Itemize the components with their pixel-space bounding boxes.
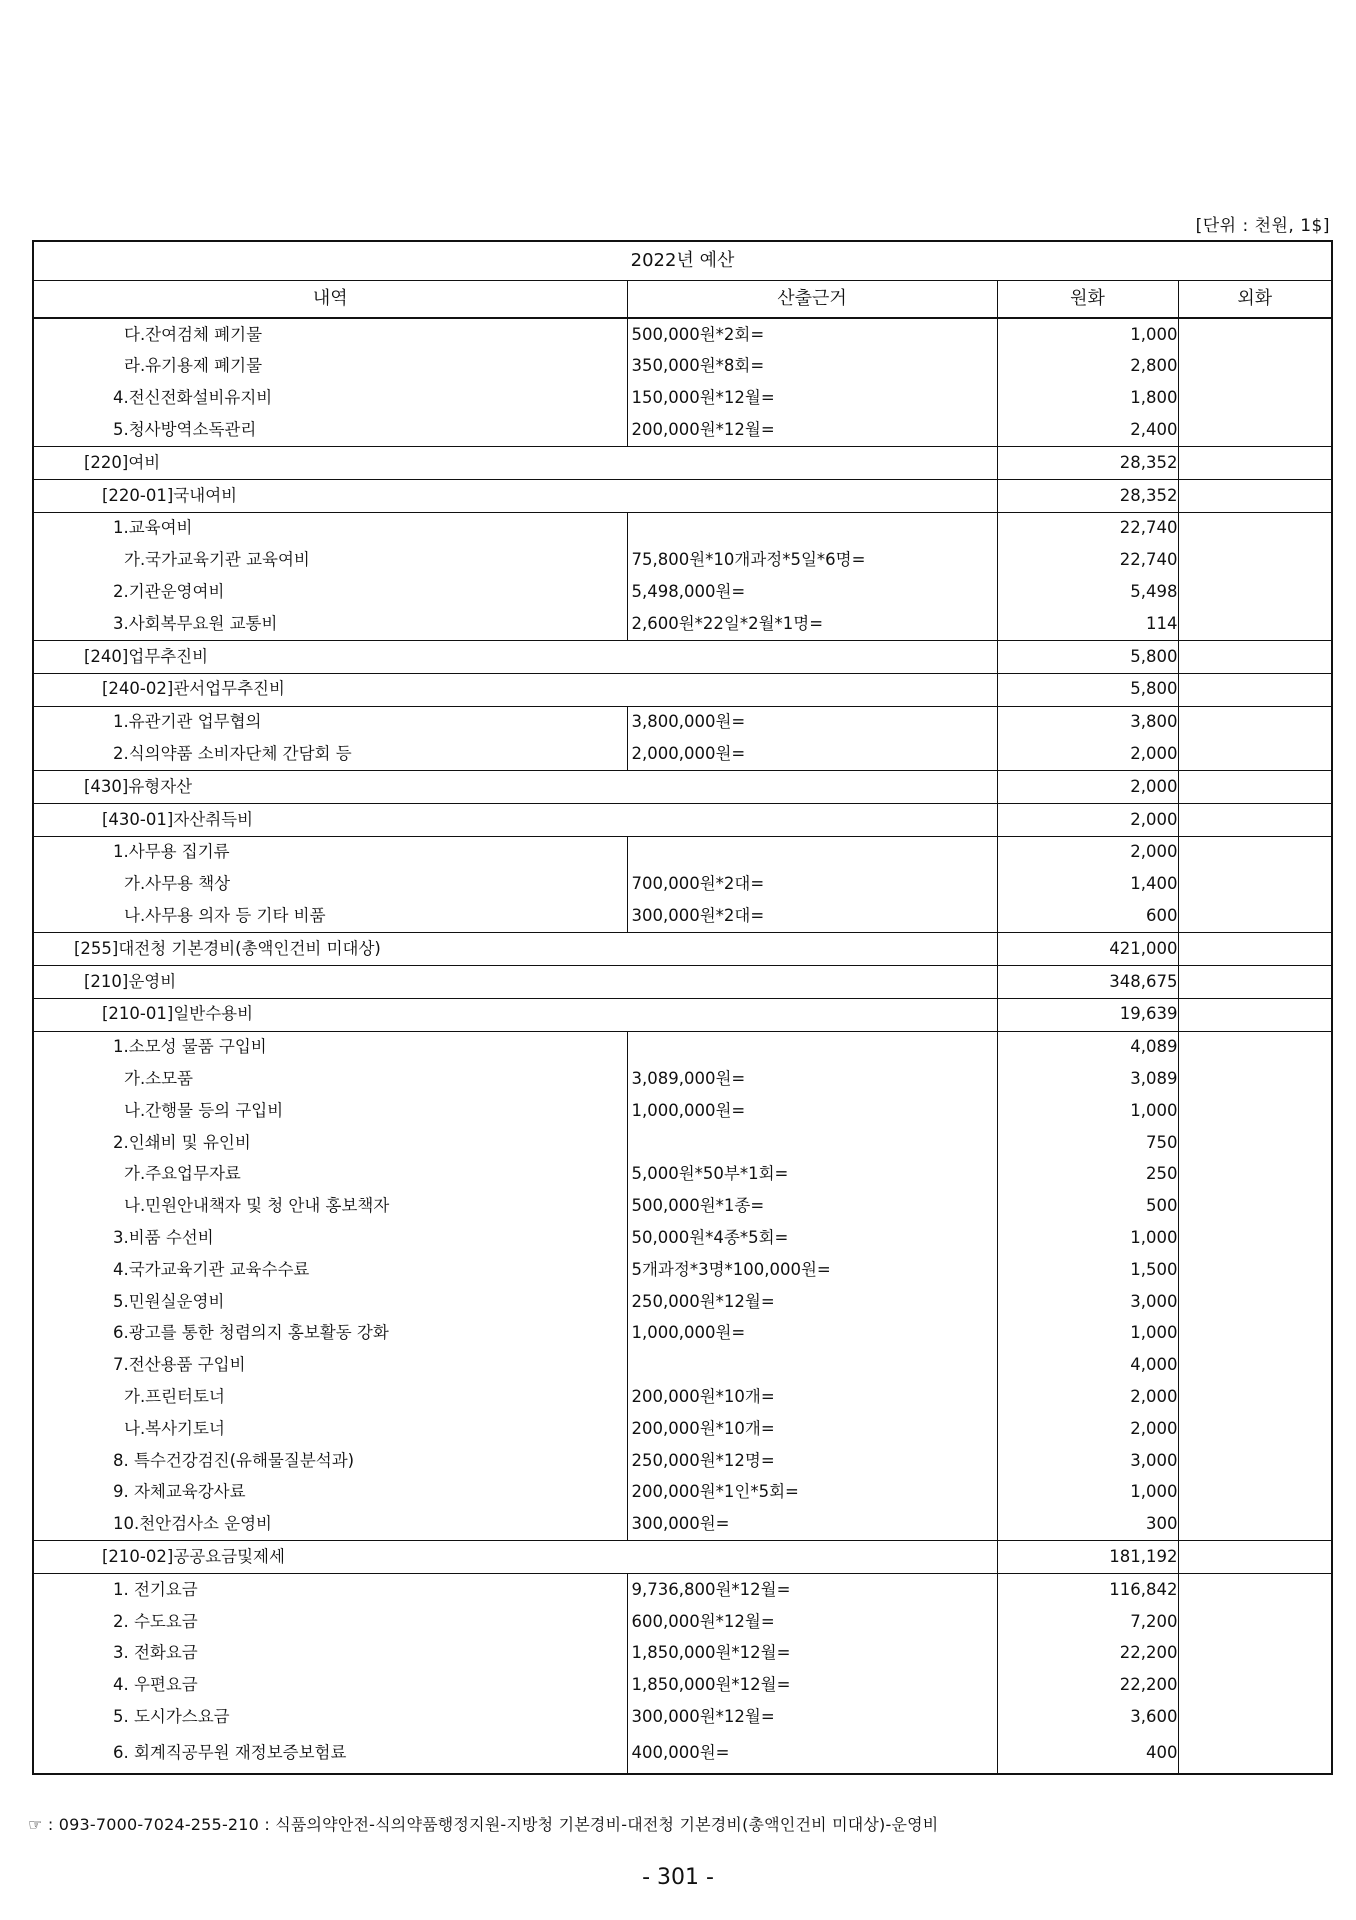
row-amount-foreign bbox=[1178, 1606, 1332, 1638]
table-row bbox=[33, 479, 1332, 512]
table-title: 2022년 예산 bbox=[33, 241, 1332, 281]
row-label: 3.사회복무요원 교통비 bbox=[33, 608, 627, 640]
table-row bbox=[33, 1508, 1332, 1540]
row-label: 1.교육여비 bbox=[33, 512, 627, 544]
row-label: [210]운영비 bbox=[33, 965, 997, 998]
table-row bbox=[33, 1701, 1332, 1733]
row-amount-krw: 22,200 bbox=[997, 1638, 1178, 1670]
row-label: 7.전산용품 구입비 bbox=[33, 1350, 627, 1382]
row-amount-krw: 22,740 bbox=[997, 545, 1178, 577]
header-description: 내역 bbox=[33, 281, 627, 319]
row-amount-krw: 600 bbox=[997, 900, 1178, 932]
row-amount-foreign bbox=[1178, 1541, 1332, 1574]
table-row bbox=[33, 1159, 1332, 1191]
row-label: 3. 전화요금 bbox=[33, 1638, 627, 1670]
header-basis: 산출근거 bbox=[627, 281, 997, 319]
row-amount-krw: 19,639 bbox=[997, 998, 1178, 1031]
row-basis: 75,800원*10개과정*5일*6명= bbox=[627, 545, 997, 577]
row-label: [210-02]공공요금및제세 bbox=[33, 1541, 997, 1574]
row-label: [210-01]일반수용비 bbox=[33, 998, 997, 1031]
table-row bbox=[33, 1445, 1332, 1477]
row-amount-foreign bbox=[1178, 1413, 1332, 1445]
table-row bbox=[33, 1286, 1332, 1318]
page-number: - 301 - bbox=[642, 1865, 714, 1890]
row-label: 2.기관운영여비 bbox=[33, 576, 627, 608]
row-label: 4.국가교육기관 교육수수료 bbox=[33, 1254, 627, 1286]
row-amount-krw: 2,000 bbox=[997, 738, 1178, 770]
row-basis: 250,000원*12명= bbox=[627, 1445, 997, 1477]
row-label: 5.청사방역소독관리 bbox=[33, 414, 627, 446]
row-label: 9. 자체교육강사료 bbox=[33, 1477, 627, 1509]
row-amount-krw: 1,800 bbox=[997, 383, 1178, 415]
row-basis: 50,000원*4종*5회= bbox=[627, 1222, 997, 1254]
row-label: 1.유관기관 업무협의 bbox=[33, 706, 627, 738]
row-label: 나.복사기토너 bbox=[33, 1413, 627, 1445]
row-amount-foreign bbox=[1178, 1063, 1332, 1095]
row-amount-foreign bbox=[1178, 706, 1332, 738]
table-row bbox=[33, 447, 1332, 480]
row-label: 가.사무용 책상 bbox=[33, 869, 627, 901]
row-amount-foreign bbox=[1178, 1286, 1332, 1318]
budget-table bbox=[32, 240, 1333, 1775]
row-basis bbox=[627, 1350, 997, 1382]
row-amount-krw: 3,600 bbox=[997, 1701, 1178, 1733]
row-amount-krw: 28,352 bbox=[997, 479, 1178, 512]
row-label: [255]대전청 기본경비(총액인건비 미대상) bbox=[33, 933, 997, 966]
row-basis: 200,000원*10개= bbox=[627, 1381, 997, 1413]
row-amount-foreign bbox=[1178, 351, 1332, 383]
row-amount-foreign bbox=[1178, 1381, 1332, 1413]
row-amount-krw: 1,400 bbox=[997, 869, 1178, 901]
table-row bbox=[33, 512, 1332, 544]
table-row bbox=[33, 1606, 1332, 1638]
table-row bbox=[33, 1095, 1332, 1127]
row-amount-foreign bbox=[1178, 1254, 1332, 1286]
row-basis: 3,089,000원= bbox=[627, 1063, 997, 1095]
row-basis: 1,000,000원= bbox=[627, 1095, 997, 1127]
row-amount-krw: 1,000 bbox=[997, 1222, 1178, 1254]
row-amount-foreign bbox=[1178, 869, 1332, 901]
row-amount-krw: 2,000 bbox=[997, 1413, 1178, 1445]
row-amount-krw: 116,842 bbox=[997, 1574, 1178, 1606]
table-row bbox=[33, 673, 1332, 706]
row-amount-foreign bbox=[1178, 1222, 1332, 1254]
row-amount-krw: 4,089 bbox=[997, 1031, 1178, 1063]
row-label: 다.잔여검체 폐기물 bbox=[33, 318, 627, 351]
table-row bbox=[33, 1063, 1332, 1095]
table-row bbox=[33, 1638, 1332, 1670]
row-amount-krw: 348,675 bbox=[997, 965, 1178, 998]
row-amount-foreign bbox=[1178, 608, 1332, 640]
row-amount-krw: 22,200 bbox=[997, 1669, 1178, 1701]
row-amount-krw: 421,000 bbox=[997, 933, 1178, 966]
row-basis: 300,000원= bbox=[627, 1508, 997, 1540]
table-row bbox=[33, 803, 1332, 836]
row-basis: 2,600원*22일*2월*1명= bbox=[627, 608, 997, 640]
row-label: 나.민원안내책자 및 청 안내 홍보책자 bbox=[33, 1191, 627, 1223]
row-basis: 2,000,000원= bbox=[627, 738, 997, 770]
row-basis: 300,000원*2대= bbox=[627, 900, 997, 932]
row-amount-krw: 2,400 bbox=[997, 414, 1178, 446]
table-row bbox=[33, 1381, 1332, 1413]
row-basis: 5,498,000원= bbox=[627, 576, 997, 608]
row-amount-krw: 5,800 bbox=[997, 640, 1178, 673]
row-amount-foreign bbox=[1178, 771, 1332, 804]
row-amount-krw: 3,800 bbox=[997, 706, 1178, 738]
row-amount-krw: 2,000 bbox=[997, 836, 1178, 868]
table-row bbox=[33, 1318, 1332, 1350]
table-row bbox=[33, 1254, 1332, 1286]
row-label: [430]유형자산 bbox=[33, 771, 997, 804]
row-label: [240]업무추진비 bbox=[33, 640, 997, 673]
row-amount-foreign bbox=[1178, 640, 1332, 673]
row-basis: 3,800,000원= bbox=[627, 706, 997, 738]
table-row bbox=[33, 900, 1332, 932]
row-label: 라.유기용제 폐기물 bbox=[33, 351, 627, 383]
row-label: 4. 우편요금 bbox=[33, 1669, 627, 1701]
row-amount-krw: 1,000 bbox=[997, 318, 1178, 351]
table-row bbox=[33, 414, 1332, 446]
row-amount-foreign bbox=[1178, 512, 1332, 544]
row-amount-foreign bbox=[1178, 803, 1332, 836]
row-basis: 5,000원*50부*1회= bbox=[627, 1159, 997, 1191]
row-amount-krw: 3,000 bbox=[997, 1286, 1178, 1318]
row-label: 4.전신전화설비유지비 bbox=[33, 383, 627, 415]
row-basis: 700,000원*2대= bbox=[627, 869, 997, 901]
row-amount-foreign bbox=[1178, 447, 1332, 480]
budget-code-footnote: ☞ : 093-7000-7024-255-210 : 식품의약안전-식의약품행정지원-지방청 기본경비-대전청 기본경비(총액인건비 미대상)-운영비 bbox=[28, 1815, 939, 1834]
row-label: 3.비품 수선비 bbox=[33, 1222, 627, 1254]
row-amount-krw: 250 bbox=[997, 1159, 1178, 1191]
row-amount-foreign bbox=[1178, 673, 1332, 706]
row-amount-foreign bbox=[1178, 1318, 1332, 1350]
row-label: 5. 도시가스요금 bbox=[33, 1701, 627, 1733]
table-row bbox=[33, 640, 1332, 673]
row-amount-krw: 114 bbox=[997, 608, 1178, 640]
table-row bbox=[33, 608, 1332, 640]
row-amount-foreign bbox=[1178, 414, 1332, 446]
unit-label: [단위 : 천원, 1$] bbox=[1195, 216, 1330, 236]
table-header-row bbox=[33, 281, 1332, 319]
row-label: 가.프린터토너 bbox=[33, 1381, 627, 1413]
row-amount-foreign bbox=[1178, 1508, 1332, 1540]
row-amount-krw: 5,800 bbox=[997, 673, 1178, 706]
row-amount-krw: 750 bbox=[997, 1127, 1178, 1159]
row-amount-foreign bbox=[1178, 1095, 1332, 1127]
row-label: [220-01]국내여비 bbox=[33, 479, 997, 512]
row-amount-foreign bbox=[1178, 383, 1332, 415]
table-body bbox=[33, 318, 1332, 1774]
table-row bbox=[33, 836, 1332, 868]
row-label: [430-01]자산취득비 bbox=[33, 803, 997, 836]
row-label: 나.간행물 등의 구입비 bbox=[33, 1095, 627, 1127]
row-amount-foreign bbox=[1178, 1445, 1332, 1477]
row-basis: 200,000원*12월= bbox=[627, 414, 997, 446]
row-amount-foreign bbox=[1178, 1031, 1332, 1063]
row-basis: 200,000원*10개= bbox=[627, 1413, 997, 1445]
table-row bbox=[33, 351, 1332, 383]
table-row bbox=[33, 545, 1332, 577]
row-amount-foreign bbox=[1178, 998, 1332, 1031]
row-basis: 600,000원*12월= bbox=[627, 1606, 997, 1638]
table-row bbox=[33, 1350, 1332, 1382]
row-label: 1.소모성 물품 구입비 bbox=[33, 1031, 627, 1063]
row-basis: 1,850,000원*12월= bbox=[627, 1669, 997, 1701]
table-row bbox=[33, 1669, 1332, 1701]
row-amount-foreign bbox=[1178, 738, 1332, 770]
row-label: 1. 전기요금 bbox=[33, 1574, 627, 1606]
table-row bbox=[33, 576, 1332, 608]
row-amount-krw: 400 bbox=[997, 1733, 1178, 1774]
row-amount-foreign bbox=[1178, 576, 1332, 608]
row-amount-krw: 22,740 bbox=[997, 512, 1178, 544]
row-label: 2.인쇄비 및 유인비 bbox=[33, 1127, 627, 1159]
row-amount-krw: 7,200 bbox=[997, 1606, 1178, 1638]
table-row bbox=[33, 318, 1332, 351]
table-row bbox=[33, 1222, 1332, 1254]
row-amount-krw: 300 bbox=[997, 1508, 1178, 1540]
row-amount-krw: 1,000 bbox=[997, 1477, 1178, 1509]
table-row bbox=[33, 383, 1332, 415]
row-amount-foreign bbox=[1178, 1638, 1332, 1670]
row-amount-foreign bbox=[1178, 1350, 1332, 1382]
row-amount-krw: 5,498 bbox=[997, 576, 1178, 608]
table-row bbox=[33, 1574, 1332, 1606]
header-krw: 원화 bbox=[997, 281, 1178, 319]
row-basis: 1,850,000원*12월= bbox=[627, 1638, 997, 1670]
row-amount-krw: 500 bbox=[997, 1191, 1178, 1223]
row-label: 10.천안검사소 운영비 bbox=[33, 1508, 627, 1540]
row-label: 나.사무용 의자 등 기타 비품 bbox=[33, 900, 627, 932]
row-basis bbox=[627, 836, 997, 868]
row-amount-foreign bbox=[1178, 1669, 1332, 1701]
row-amount-krw: 181,192 bbox=[997, 1541, 1178, 1574]
table-row bbox=[33, 1127, 1332, 1159]
table-row bbox=[33, 1031, 1332, 1063]
row-label: 가.국가교육기관 교육여비 bbox=[33, 545, 627, 577]
row-amount-foreign bbox=[1178, 1191, 1332, 1223]
row-basis: 400,000원= bbox=[627, 1733, 997, 1774]
row-amount-foreign bbox=[1178, 1701, 1332, 1733]
row-basis: 250,000원*12월= bbox=[627, 1286, 997, 1318]
row-amount-foreign bbox=[1178, 1127, 1332, 1159]
table-row bbox=[33, 998, 1332, 1031]
table-row bbox=[33, 1413, 1332, 1445]
row-amount-foreign bbox=[1178, 545, 1332, 577]
table-row bbox=[33, 933, 1332, 966]
row-label: 가.소모품 bbox=[33, 1063, 627, 1095]
row-label: 6.광고를 통한 청렴의지 홍보활동 강화 bbox=[33, 1318, 627, 1350]
row-label: 6. 회계직공무원 재정보증보험료 bbox=[33, 1733, 627, 1774]
table-row bbox=[33, 771, 1332, 804]
row-amount-foreign bbox=[1178, 836, 1332, 868]
row-label: [220]여비 bbox=[33, 447, 997, 480]
row-amount-foreign bbox=[1178, 1477, 1332, 1509]
row-amount-foreign bbox=[1178, 1733, 1332, 1774]
row-basis bbox=[627, 1127, 997, 1159]
table-row bbox=[33, 1191, 1332, 1223]
table-row bbox=[33, 869, 1332, 901]
row-basis: 300,000원*12월= bbox=[627, 1701, 997, 1733]
row-label: [240-02]관서업무추진비 bbox=[33, 673, 997, 706]
table-row bbox=[33, 965, 1332, 998]
row-label: 8. 특수건강검진(유해물질분석과) bbox=[33, 1445, 627, 1477]
table-row bbox=[33, 1477, 1332, 1509]
table-row bbox=[33, 706, 1332, 738]
row-basis bbox=[627, 1031, 997, 1063]
table-row bbox=[33, 1733, 1332, 1774]
row-basis: 5개과정*3명*100,000원= bbox=[627, 1254, 997, 1286]
row-label: 2.식의약품 소비자단체 간담회 등 bbox=[33, 738, 627, 770]
row-amount-foreign bbox=[1178, 900, 1332, 932]
row-amount-foreign bbox=[1178, 965, 1332, 998]
row-basis: 150,000원*12월= bbox=[627, 383, 997, 415]
row-label: 가.주요업무자료 bbox=[33, 1159, 627, 1191]
row-amount-krw: 2,000 bbox=[997, 771, 1178, 804]
row-label: 1.사무용 집기류 bbox=[33, 836, 627, 868]
row-amount-krw: 2,800 bbox=[997, 351, 1178, 383]
row-basis: 350,000원*8회= bbox=[627, 351, 997, 383]
header-foreign: 외화 bbox=[1178, 281, 1332, 319]
row-amount-krw: 2,000 bbox=[997, 803, 1178, 836]
row-basis bbox=[627, 512, 997, 544]
row-label: 2. 수도요금 bbox=[33, 1606, 627, 1638]
row-basis: 500,000원*1종= bbox=[627, 1191, 997, 1223]
row-amount-foreign bbox=[1178, 933, 1332, 966]
row-basis: 500,000원*2회= bbox=[627, 318, 997, 351]
row-amount-foreign bbox=[1178, 1159, 1332, 1191]
row-amount-foreign bbox=[1178, 479, 1332, 512]
row-basis: 200,000원*1인*5회= bbox=[627, 1477, 997, 1509]
row-amount-krw: 3,000 bbox=[997, 1445, 1178, 1477]
row-basis: 1,000,000원= bbox=[627, 1318, 997, 1350]
row-label: 5.민원실운영비 bbox=[33, 1286, 627, 1318]
row-amount-krw: 4,000 bbox=[997, 1350, 1178, 1382]
row-amount-krw: 1,000 bbox=[997, 1095, 1178, 1127]
row-amount-krw: 2,000 bbox=[997, 1381, 1178, 1413]
table-row bbox=[33, 1541, 1332, 1574]
row-amount-krw: 1,000 bbox=[997, 1318, 1178, 1350]
table-row bbox=[33, 738, 1332, 770]
row-amount-krw: 1,500 bbox=[997, 1254, 1178, 1286]
row-amount-foreign bbox=[1178, 1574, 1332, 1606]
row-basis: 9,736,800원*12월= bbox=[627, 1574, 997, 1606]
row-amount-krw: 3,089 bbox=[997, 1063, 1178, 1095]
row-amount-foreign bbox=[1178, 318, 1332, 351]
row-amount-krw: 28,352 bbox=[997, 447, 1178, 480]
